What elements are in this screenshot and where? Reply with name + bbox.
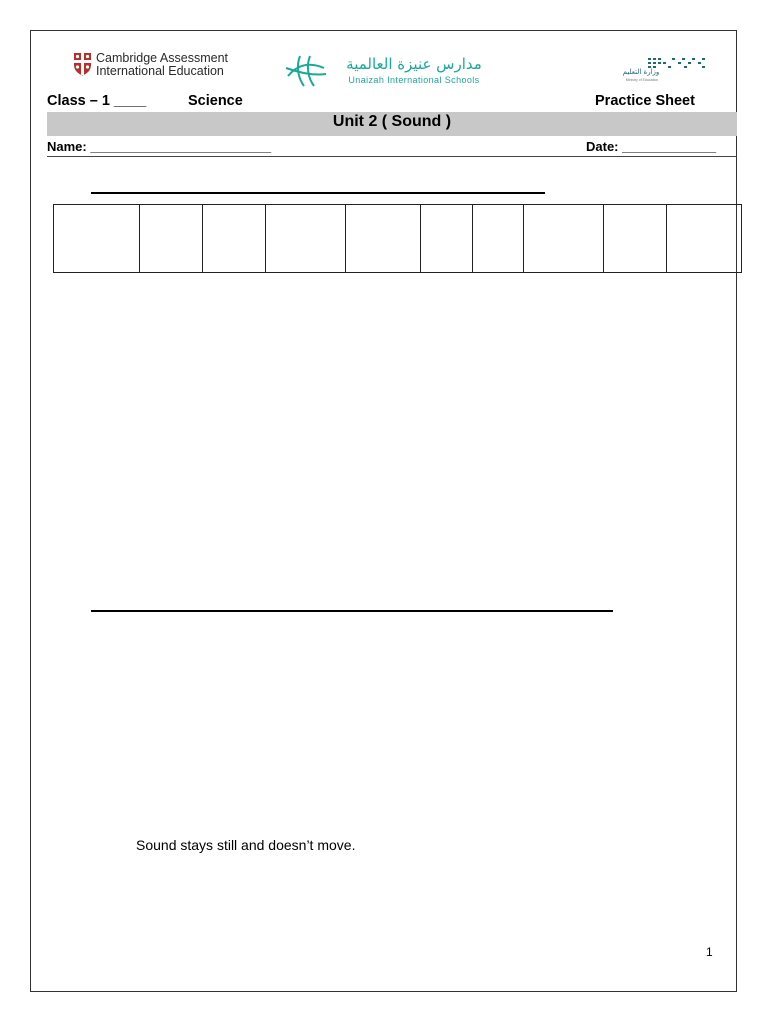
ministry-english-name: Ministry of Education [625, 78, 659, 82]
letter-box [667, 205, 742, 273]
school-english-name: Unaizah International Schools [348, 75, 480, 85]
letter-box [473, 205, 524, 273]
cambridge-logo-line2: International Education [96, 63, 224, 78]
answer-line-2 [91, 610, 613, 612]
cambridge-shield-icon [73, 52, 92, 76]
school-arabic-name: مدارس عنيزة العالمية [346, 55, 482, 73]
ministry-arabic-name: وزارة التعليم [622, 68, 660, 76]
letter-box [266, 205, 346, 273]
unit-title: Unit 2 ( Sound ) [332, 113, 452, 130]
subject-label: Science [188, 93, 243, 109]
sheet-type-label: Practice Sheet [595, 93, 695, 109]
letter-box-grid [53, 204, 742, 273]
letter-box [203, 205, 266, 273]
letter-box [346, 205, 421, 273]
statement-text: Sound stays still and doesn’t move. [136, 837, 356, 853]
header-divider [47, 156, 737, 157]
letter-box [54, 205, 140, 273]
cambridge-logo-text [96, 52, 228, 77]
name-field-label: Name: _________________________ [47, 139, 272, 154]
date-field-label: Date: _____________ [586, 139, 717, 154]
letter-box [421, 205, 473, 273]
letter-box [604, 205, 667, 273]
letter-box [524, 205, 604, 273]
cambridge-logo-line1: Cambridge Assessment [96, 51, 229, 65]
class-label: Class – 1 ____ [47, 93, 147, 109]
letter-box [140, 205, 203, 273]
page-number: 1 [706, 945, 713, 959]
answer-line-1 [91, 192, 545, 194]
